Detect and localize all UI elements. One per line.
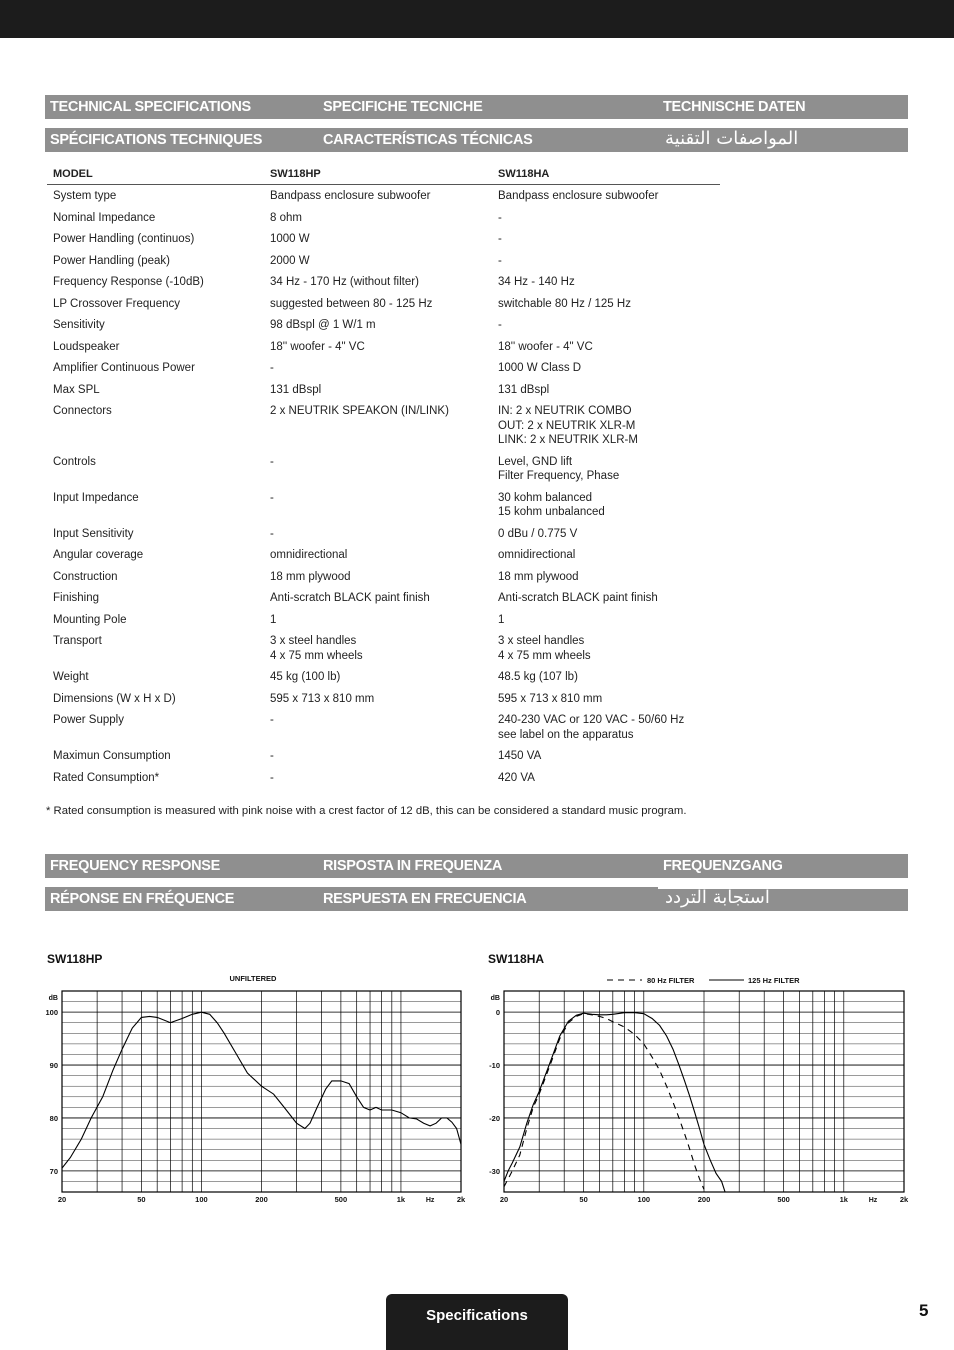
spec-value-sw118ha	[492, 767, 720, 789]
spec-value-sw118ha-line: see label on the apparatus	[498, 728, 634, 741]
spec-label: Amplifier Continuous Power	[53, 362, 195, 374]
spec-value-sw118ha	[492, 688, 720, 710]
y-tick-label: -30	[489, 1166, 500, 1176]
x-tick-label: 500	[334, 1195, 348, 1204]
spec-row	[47, 250, 720, 272]
spec-label: Dimensions (W x H x D)	[53, 692, 176, 705]
spec-value-sw118hp-line: 3 x steel handles	[270, 635, 357, 647]
spec-row	[47, 185, 720, 207]
spec-value-sw118hp	[264, 587, 492, 609]
spec-value-sw118hp	[264, 609, 492, 631]
spec-value-sw118ha-line: 131 dBspl	[498, 383, 550, 396]
spec-row	[47, 745, 720, 767]
x-tick-label: 2k	[899, 1195, 909, 1204]
chart-title-sw118ha: SW118HA	[488, 952, 545, 966]
spec-value-sw118ha	[492, 293, 720, 315]
spec-value-sw118hp	[264, 185, 492, 207]
spec-value-sw118ha-line: LINK: 2 x NEUTRIK XLR-M	[498, 434, 638, 446]
y-unit-label: dB	[48, 995, 58, 1002]
spec-value-sw118ha	[492, 523, 720, 545]
spec-value-sw118hp	[264, 566, 492, 588]
spec-value-sw118hp	[264, 544, 492, 566]
x-tick-label: 500	[777, 1195, 790, 1204]
x-tick-label: 100	[637, 1195, 651, 1204]
spec-value-sw118ha	[492, 566, 720, 588]
spec-row	[47, 709, 720, 745]
y-tick-label: -20	[489, 1113, 500, 1123]
spec-label: LP Crossover Frequency	[53, 297, 180, 310]
spec-value-sw118ha-line: 1450 VA	[498, 750, 542, 762]
spec-value-sw118ha	[492, 609, 720, 631]
spec-label: Rated Consumption*	[53, 771, 160, 784]
spec-table-body	[47, 185, 720, 789]
spec-value-sw118ha-line: 420 VA	[498, 771, 535, 784]
frequency-response-chart-sw118ha	[482, 968, 914, 1208]
header-specifications-techniques: SPÉCIFICATIONS TECHNIQUES	[50, 132, 263, 148]
header-technical-specifications: TECHNICAL SPECIFICATIONS	[50, 99, 251, 115]
spec-row	[47, 379, 720, 401]
spec-value-sw118ha-line: 1	[498, 613, 505, 626]
spec-row	[47, 523, 720, 545]
spec-row	[47, 630, 720, 666]
x-tick-label: 50	[579, 1195, 588, 1204]
spec-value-sw118hp	[264, 379, 492, 401]
spec-value-sw118hp	[264, 630, 492, 666]
spec-value-sw118ha	[492, 336, 720, 358]
y-tick-label: 80	[49, 1113, 58, 1123]
spec-value-sw118ha-line: Filter Frequency, Phase	[498, 470, 620, 482]
header-arabic-frequency-response: استجابة التردد	[665, 887, 770, 908]
spec-value-sw118hp-line: 131 dBspl	[270, 383, 322, 396]
spec-value-sw118hp-line: 34 Hz - 170 Hz (without filter)	[270, 276, 419, 288]
spec-value-sw118ha	[492, 587, 720, 609]
spec-label: System type	[53, 190, 117, 202]
spec-label: Angular coverage	[53, 549, 144, 561]
spec-value-sw118hp	[264, 271, 492, 293]
spec-label: Frequency Response (-10dB)	[53, 276, 204, 288]
spec-label: Loudspeaker	[53, 340, 120, 353]
spec-value-sw118hp	[264, 228, 492, 250]
spec-value-sw118ha	[492, 400, 720, 451]
spec-label: Finishing	[53, 592, 100, 604]
spec-label: Nominal Impedance	[53, 211, 156, 224]
x-tick-label: 2k	[456, 1195, 466, 1204]
spec-value-sw118ha	[492, 379, 720, 401]
spec-value-sw118hp-line: 2 x NEUTRIK SPEAKON (IN/LINK)	[270, 405, 449, 417]
spec-value-sw118hp	[264, 745, 492, 767]
spec-value-sw118hp-line: 18 mm plywood	[270, 570, 351, 583]
spec-value-sw118ha-line: OUT: 2 x NEUTRIK XLR-M	[498, 419, 636, 432]
spec-value-sw118ha	[492, 250, 720, 272]
y-tick-label: 100	[45, 1008, 58, 1018]
legend-label-80hz: 80 Hz FILTER	[647, 976, 695, 985]
spec-value-sw118ha-line: -	[498, 211, 502, 224]
spec-value-sw118ha-line: 595 x 713 x 810 mm	[498, 692, 603, 705]
header-respuesta-en-frecuencia: RESPUESTA EN FRECUENCIA	[323, 891, 527, 907]
spec-value-sw118ha-line: 18'' woofer - 4" VC	[498, 340, 593, 353]
specs-header-bar-2	[45, 128, 908, 152]
spec-value-sw118ha-line: 240-230 VAC or 120 VAC - 50/60 Hz	[498, 714, 685, 726]
spec-value-sw118ha	[492, 314, 720, 336]
x-tick-label: 200	[697, 1195, 711, 1204]
spec-value-sw118ha-line: 18 mm plywood	[498, 570, 579, 583]
spec-value-sw118hp	[264, 250, 492, 272]
x-unit-label: Hz	[425, 1197, 435, 1204]
y-tick-label: -10	[489, 1061, 500, 1071]
spec-row	[47, 609, 720, 631]
spec-value-sw118ha	[492, 185, 720, 207]
x-tick-label: 1k	[396, 1195, 406, 1204]
spec-label: Power Handling (continuos)	[53, 233, 195, 245]
x-tick-label: 20	[499, 1195, 509, 1204]
spec-value-sw118hp-line: 98 dBspl @ 1 W/1 m	[270, 319, 376, 331]
spec-value-sw118hp-line: 1000 W	[270, 233, 310, 245]
freq-header-bar-1	[45, 854, 908, 878]
spec-row	[47, 666, 720, 688]
spec-value-sw118hp-line: 8 ohm	[270, 211, 302, 224]
spec-value-sw118hp	[264, 336, 492, 358]
spec-value-sw118ha-line: 30 kohm balanced	[498, 491, 592, 504]
spec-value-sw118ha	[492, 357, 720, 379]
spec-value-sw118ha-line: 4 x 75 mm wheels	[498, 649, 591, 662]
footer-section-tab	[386, 1294, 568, 1350]
series-line-dashed	[504, 1014, 704, 1190]
spec-label: Power Supply	[53, 714, 124, 726]
header-arabic-specifications: المواصفات التقنية	[665, 128, 799, 149]
spec-value-sw118ha	[492, 544, 720, 566]
spec-row	[47, 271, 720, 293]
spec-value-sw118ha	[492, 630, 720, 666]
spec-value-sw118hp-line: 1	[270, 613, 277, 626]
spec-value-sw118hp-line: -	[270, 362, 274, 374]
header-reponse-en-frequence: RÉPONSE EN FRÉQUENCE	[50, 891, 235, 907]
spec-value-sw118ha-line: 1000 W Class D	[498, 362, 582, 374]
spec-value-sw118hp-line: 595 x 713 x 810 mm	[270, 692, 375, 705]
spec-label: Connectors	[53, 405, 112, 417]
spec-value-sw118hp-line: -	[270, 750, 274, 762]
spec-value-sw118ha-line: Bandpass enclosure subwoofer	[498, 190, 659, 202]
x-unit-label: Hz	[868, 1197, 878, 1204]
spec-label: Transport	[53, 635, 102, 647]
spec-value-sw118ha	[492, 228, 720, 250]
legend-label-125hz: 125 Hz FILTER	[748, 976, 800, 985]
spec-value-sw118ha	[492, 271, 720, 293]
spec-row	[47, 451, 720, 487]
spec-value-sw118hp-line: -	[270, 527, 274, 540]
header-specifiche-tecniche: SPECIFICHE TECNICHE	[323, 99, 483, 115]
spec-value-sw118hp-line: -	[270, 491, 274, 504]
spec-value-sw118ha-line: omnidirectional	[498, 549, 576, 561]
spec-value-sw118hp-line: Bandpass enclosure subwoofer	[270, 190, 431, 202]
spec-value-sw118ha-line: -	[498, 319, 502, 331]
spec-row	[47, 314, 720, 336]
spec-label: Weight	[53, 671, 89, 683]
specs-header-bar-1	[45, 95, 908, 119]
spec-value-sw118ha-line: -	[498, 233, 502, 245]
spec-value-sw118hp-line: omnidirectional	[270, 549, 348, 561]
spec-value-sw118ha-line: switchable 80 Hz / 125 Hz	[498, 297, 631, 310]
spec-value-sw118hp	[264, 451, 492, 487]
spec-value-sw118ha	[492, 451, 720, 487]
spec-value-sw118hp	[264, 767, 492, 789]
spec-value-sw118hp	[264, 400, 492, 451]
freq-header-bar-2	[45, 887, 908, 911]
header-frequency-response: FREQUENCY RESPONSE	[50, 858, 220, 874]
spec-label: Input Impedance	[53, 491, 139, 504]
header-technische-daten: TECHNISCHE DATEN	[663, 99, 806, 115]
spec-value-sw118ha-line: Anti-scratch BLACK paint finish	[498, 592, 658, 604]
spec-table-header-row	[47, 164, 720, 185]
spec-label: Input Sensitivity	[53, 527, 134, 540]
spec-value-sw118hp	[264, 688, 492, 710]
spec-row	[47, 336, 720, 358]
spec-value-sw118hp	[264, 709, 492, 745]
spec-value-sw118ha	[492, 666, 720, 688]
header-caracteristicas-tecnicas: CARACTERÍSTICAS TÉCNICAS	[323, 132, 533, 148]
x-tick-label: 100	[195, 1195, 208, 1204]
spec-value-sw118ha-line: 3 x steel handles	[498, 635, 585, 647]
spec-value-sw118hp-line: suggested between 80 - 125 Hz	[270, 297, 433, 310]
spec-row	[47, 688, 720, 710]
spec-value-sw118hp	[264, 487, 492, 523]
spec-value-sw118ha-line: IN: 2 x NEUTRIK COMBO	[498, 405, 632, 417]
y-tick-label: 0	[495, 1008, 500, 1018]
spec-value-sw118hp	[264, 357, 492, 379]
spec-value-sw118ha-line: 48.5 kg (107 lb)	[498, 671, 578, 683]
spec-row	[47, 357, 720, 379]
spec-row	[47, 587, 720, 609]
spec-value-sw118ha-line: Level, GND lift	[498, 455, 573, 468]
top-black-bar	[0, 0, 954, 38]
spec-label: Mounting Pole	[53, 613, 127, 626]
page-number: 5	[919, 1301, 929, 1320]
series-label-unfiltered: UNFILTERED	[229, 974, 277, 983]
x-tick-label: 50	[137, 1195, 146, 1204]
y-tick-label: 70	[49, 1166, 58, 1176]
spec-value-sw118ha	[492, 745, 720, 767]
spec-value-sw118ha-line: -	[498, 254, 502, 267]
y-tick-label: 90	[49, 1061, 58, 1071]
chart-title-sw118hp: SW118HP	[47, 952, 103, 966]
spec-row	[47, 767, 720, 789]
x-tick-label: 1k	[839, 1195, 848, 1204]
y-unit-label: dB	[490, 995, 500, 1002]
spec-value-sw118hp	[264, 293, 492, 315]
rated-consumption-footnote: * Rated consumption is measured with pink noise with a crest factor of 12 dB, this can be considered a standard music program.	[46, 805, 687, 817]
spec-value-sw118hp	[264, 207, 492, 229]
spec-row	[47, 207, 720, 229]
spec-row	[47, 487, 720, 523]
spec-value-sw118hp-line: -	[270, 714, 274, 726]
spec-value-sw118ha	[492, 709, 720, 745]
column-sw118hp: SW118HP	[264, 164, 492, 185]
spec-label: Max SPL	[53, 383, 100, 396]
spec-value-sw118hp-line: 4 x 75 mm wheels	[270, 649, 363, 662]
x-tick-label: 200	[255, 1195, 268, 1204]
column-sw118ha: SW118HA	[492, 164, 720, 185]
spec-value-sw118hp	[264, 666, 492, 688]
spec-value-sw118hp	[264, 523, 492, 545]
spec-value-sw118hp-line: Anti-scratch BLACK paint finish	[270, 592, 430, 604]
spec-value-sw118ha-line: 34 Hz - 140 Hz	[498, 276, 575, 288]
spec-value-sw118hp-line: 45 kg (100 lb)	[270, 671, 341, 683]
spec-value-sw118hp-line: 18'' woofer - 4" VC	[270, 340, 365, 353]
spec-label: Power Handling (peak)	[53, 254, 170, 267]
spec-value-sw118hp-line: -	[270, 771, 274, 784]
spec-value-sw118hp-line: 2000 W	[270, 254, 310, 267]
spec-row	[47, 293, 720, 315]
footer-section-label: Specifications	[426, 1307, 528, 1324]
spec-value-sw118ha	[492, 207, 720, 229]
series-line-solid	[504, 1013, 727, 1198]
header-frequenzgang: FREQUENZGANG	[663, 858, 783, 874]
spec-table	[47, 164, 720, 788]
spec-row	[47, 566, 720, 588]
column-model: MODEL	[47, 164, 264, 185]
spec-label: Sensitivity	[53, 319, 105, 331]
header-risposta-in-frequenza: RISPOSTA IN FREQUENZA	[323, 858, 502, 874]
spec-value-sw118hp	[264, 314, 492, 336]
spec-label: Maximun Consumption	[53, 750, 171, 762]
frequency-response-chart-sw118hp	[40, 968, 470, 1208]
spec-value-sw118ha	[492, 487, 720, 523]
spec-row	[47, 400, 720, 451]
spec-label: Construction	[53, 570, 118, 583]
spec-row	[47, 228, 720, 250]
spec-label: Controls	[53, 455, 96, 468]
spec-value-sw118ha-line: 0 dBu / 0.775 V	[498, 527, 578, 540]
spec-value-sw118ha-line: 15 kohm unbalanced	[498, 506, 605, 518]
spec-value-sw118hp-line: -	[270, 455, 274, 468]
x-tick-label: 20	[57, 1195, 67, 1204]
spec-row	[47, 544, 720, 566]
